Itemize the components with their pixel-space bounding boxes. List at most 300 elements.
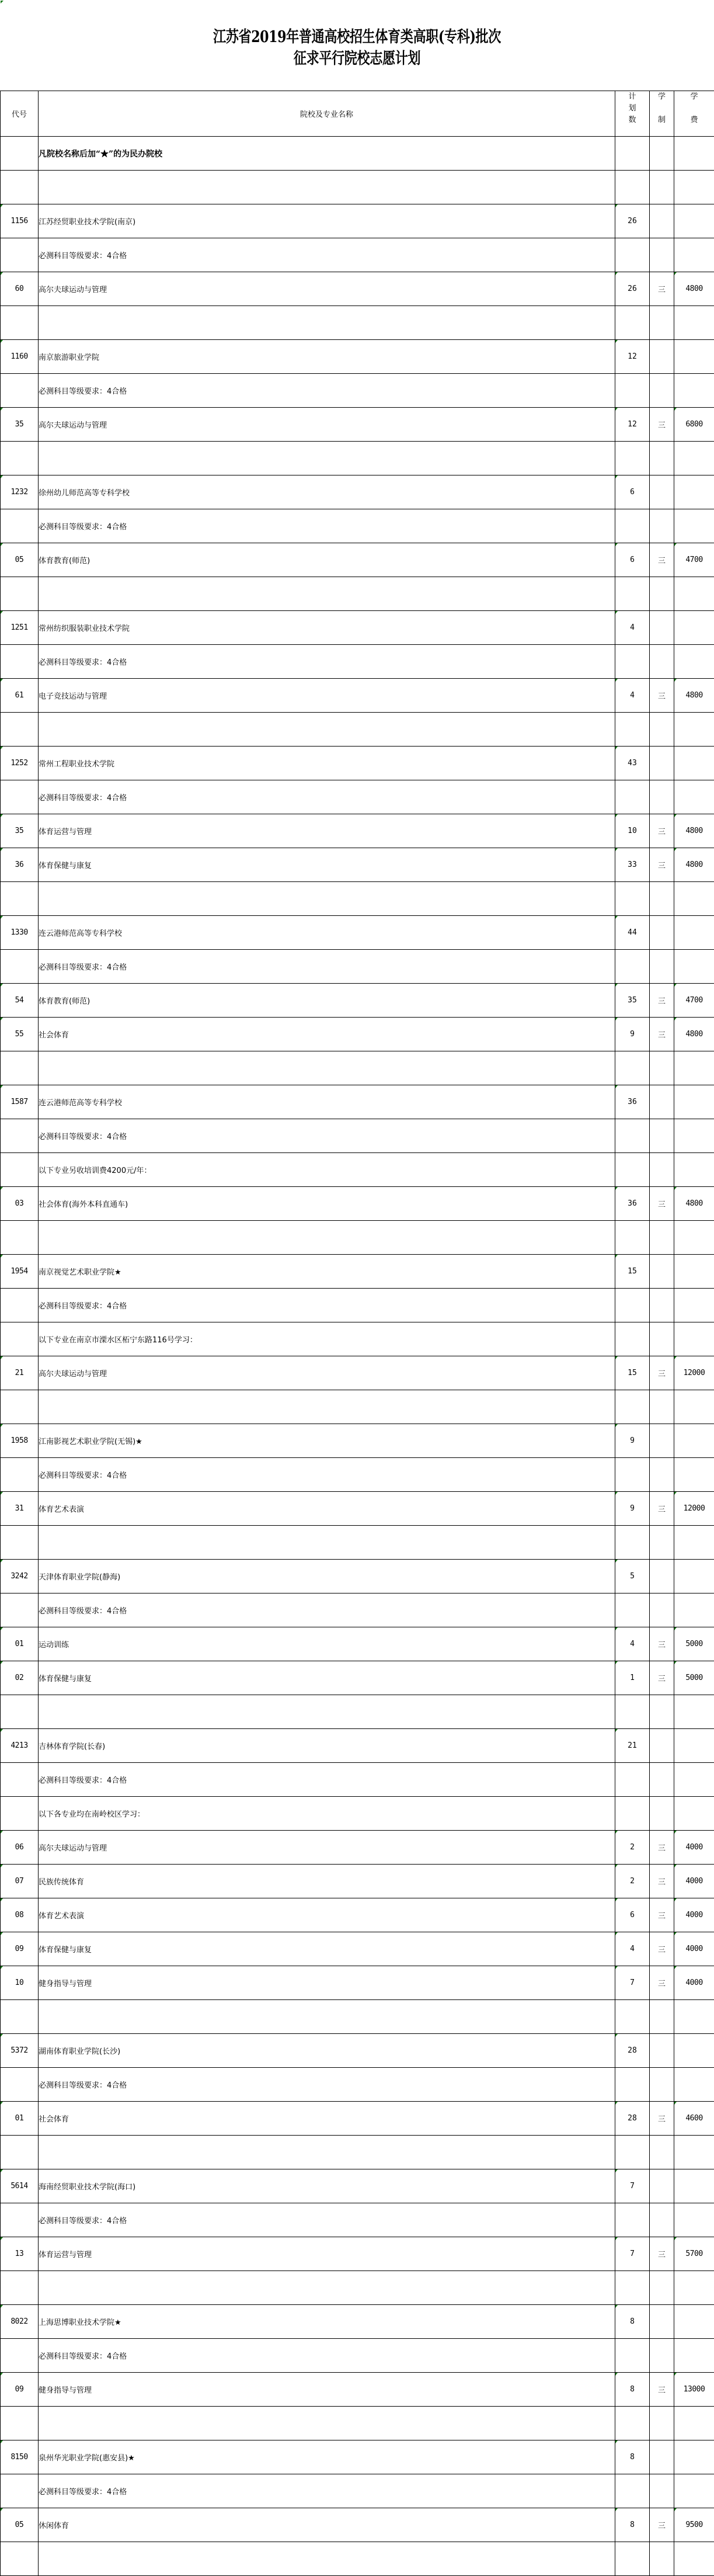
row-duration-text: 三 <box>657 1641 666 1650</box>
row-duration <box>650 1865 674 1898</box>
row-plan-count <box>615 2203 650 2237</box>
row-code <box>1 2000 39 2034</box>
row-plan-count <box>615 2542 650 2576</box>
header-char: 计 <box>628 92 636 101</box>
table-row-blank <box>1 2407 714 2440</box>
row-name-text: 电子竞技运动与管理 <box>39 692 107 701</box>
row-code-text: 03 <box>15 1199 24 1208</box>
row-code-text: 06 <box>15 1843 24 1852</box>
row-name <box>39 1051 615 1085</box>
row-name-text: 必测科目等级要求：4合格 <box>39 387 127 396</box>
row-name-text: 健身指导与管理 <box>39 2386 92 2395</box>
table-row-major <box>1 679 714 713</box>
error-indicator-icon <box>615 2508 618 2511</box>
row-name-text: 必测科目等级要求：4合格 <box>39 252 127 261</box>
row-duration <box>650 1289 674 1322</box>
row-plan-count <box>615 1593 650 1627</box>
row-name <box>39 509 615 543</box>
row-duration-text: 三 <box>657 2251 666 2259</box>
row-name <box>39 2169 615 2203</box>
table-row-major <box>1 1627 714 1661</box>
row-name <box>39 1593 615 1627</box>
row-code-text: 1156 <box>11 217 28 225</box>
header-char: 学 <box>690 92 698 101</box>
row-fee-text: 12000 <box>683 1369 705 1377</box>
row-fee <box>674 1153 714 1187</box>
table-header-row <box>1 91 714 137</box>
table-row-blank <box>1 2271 714 2305</box>
row-plan-count <box>615 272 650 306</box>
error-indicator-icon <box>1 1085 3 1088</box>
error-indicator-icon <box>615 1492 618 1495</box>
row-name <box>39 340 615 374</box>
error-indicator-icon <box>1 1255 3 1258</box>
row-duration-text: 三 <box>657 862 666 870</box>
row-fee <box>674 1966 714 2000</box>
table-row-major <box>1 1898 714 1932</box>
row-plan-count <box>615 1729 650 1763</box>
row-code <box>1 1932 39 1966</box>
row-code-text: 36 <box>15 860 24 869</box>
table-row-school <box>1 1729 714 1763</box>
row-duration <box>650 1458 674 1492</box>
row-duration <box>650 2440 674 2474</box>
row-duration <box>650 2203 674 2237</box>
row-fee <box>674 374 714 408</box>
row-plan-count <box>615 1898 650 1932</box>
row-code-text: 31 <box>15 1504 24 1513</box>
row-code <box>1 2102 39 2136</box>
error-indicator-icon <box>615 984 618 987</box>
row-duration <box>650 442 674 475</box>
table-row-note <box>1 950 714 984</box>
row-fee-text: 4800 <box>685 284 703 293</box>
row-plan-count <box>615 814 650 848</box>
row-plan-count <box>615 1018 650 1051</box>
row-plan-count-text: 4 <box>630 623 635 632</box>
row-duration <box>650 916 674 950</box>
error-indicator-icon <box>615 2373 618 2376</box>
row-fee <box>674 1729 714 1763</box>
row-code <box>1 1322 39 1356</box>
error-indicator-icon <box>1 1 4 4</box>
row-duration <box>650 306 674 340</box>
error-indicator-icon <box>1 679 3 682</box>
row-plan-count-text: 6 <box>630 556 635 564</box>
row-fee <box>674 1627 714 1661</box>
error-indicator-icon <box>615 1560 618 1563</box>
row-fee <box>674 1119 714 1153</box>
row-name <box>39 408 615 442</box>
row-code <box>1 1085 39 1119</box>
row-plan-count-text: 12 <box>628 420 637 429</box>
error-indicator-icon <box>615 272 618 275</box>
row-code <box>1 984 39 1018</box>
row-code <box>1 1255 39 1289</box>
row-code <box>1 2474 39 2508</box>
row-duration <box>650 2000 674 2034</box>
row-plan-count <box>615 204 650 238</box>
row-fee <box>674 848 714 882</box>
error-indicator-icon <box>1 2373 3 2376</box>
row-fee <box>674 1898 714 1932</box>
error-indicator-icon <box>674 1356 677 1359</box>
table-row-blank <box>1 2136 714 2169</box>
error-indicator-icon <box>615 1018 618 1020</box>
row-name <box>39 2407 615 2440</box>
row-fee-text: 4800 <box>685 827 703 835</box>
row-name-text: 必测科目等级要求：4合格 <box>39 794 127 803</box>
row-fee <box>674 916 714 950</box>
table-row-school <box>1 1255 714 1289</box>
table-row-note <box>1 137 714 171</box>
row-name <box>39 1356 615 1390</box>
row-fee <box>674 1865 714 1898</box>
row-code <box>1 2034 39 2068</box>
row-name-text: 必测科目等级要求：4合格 <box>39 2081 127 2090</box>
table-row-blank <box>1 442 714 475</box>
row-plan-count <box>615 2373 650 2407</box>
row-code-text: 1232 <box>11 488 28 497</box>
error-indicator-icon <box>1 1661 3 1664</box>
header-plan-count <box>615 91 650 137</box>
error-indicator-icon <box>674 2237 677 2240</box>
header-fee <box>674 91 714 137</box>
row-plan-count <box>615 679 650 713</box>
error-indicator-icon <box>615 204 618 207</box>
row-duration-text: 三 <box>657 1844 666 1853</box>
row-fee <box>674 1593 714 1627</box>
row-duration-text: 三 <box>657 997 666 1006</box>
row-code-text: 05 <box>15 556 24 564</box>
header-name: 院校及专业名称 <box>39 91 615 137</box>
row-code <box>1 1865 39 1898</box>
row-code-text: 01 <box>15 2114 24 2123</box>
row-duration <box>650 848 674 882</box>
row-name-text: 必测科目等级要求：4合格 <box>39 658 127 667</box>
row-name <box>39 1492 615 1526</box>
table-row-major <box>1 1492 714 1526</box>
row-plan-count-text: 44 <box>628 928 637 937</box>
error-indicator-icon <box>615 2305 618 2308</box>
row-fee <box>674 1255 714 1289</box>
error-indicator-icon <box>1 848 3 851</box>
row-plan-count <box>615 2102 650 2136</box>
row-duration-text: 三 <box>657 1912 666 1921</box>
row-duration <box>650 1051 674 1085</box>
row-duration <box>650 1797 674 1831</box>
error-indicator-icon <box>1 1187 3 1190</box>
row-name <box>39 1526 615 1560</box>
row-duration <box>650 1390 674 1424</box>
row-fee <box>674 1356 714 1390</box>
row-plan-count <box>615 1322 650 1356</box>
error-indicator-icon <box>615 1255 618 1258</box>
row-code <box>1 1187 39 1221</box>
row-duration <box>650 2169 674 2203</box>
row-name <box>39 2102 615 2136</box>
row-code-text: 13 <box>15 2249 24 2258</box>
row-name <box>39 1966 615 2000</box>
row-fee-text: 4000 <box>685 1877 703 1886</box>
row-name-text: 体育保健与康复 <box>39 1946 92 1954</box>
row-code <box>1 713 39 747</box>
table-row-major <box>1 408 714 442</box>
error-indicator-icon <box>615 1729 618 1732</box>
row-name-text: 高尔夫球运动与管理 <box>39 421 107 430</box>
row-plan-count <box>615 1797 650 1831</box>
row-name <box>39 2000 615 2034</box>
row-plan-count <box>615 543 650 577</box>
row-fee <box>674 1322 714 1356</box>
row-plan-count <box>615 1221 650 1255</box>
row-name <box>39 611 615 645</box>
error-indicator-icon <box>1 2440 3 2443</box>
table-row-blank <box>1 882 714 916</box>
row-plan-count-text: 2 <box>630 1843 635 1852</box>
row-name <box>39 780 615 814</box>
error-indicator-icon <box>615 543 618 546</box>
table-row-school <box>1 611 714 645</box>
row-fee-text: 6800 <box>685 420 703 429</box>
row-duration <box>650 2034 674 2068</box>
row-code <box>1 950 39 984</box>
row-duration-text: 三 <box>657 2115 666 2124</box>
row-name <box>39 171 615 204</box>
row-code <box>1 2271 39 2305</box>
row-code <box>1 1119 39 1153</box>
row-duration <box>650 1661 674 1695</box>
row-name <box>39 1729 615 1763</box>
row-code <box>1 340 39 374</box>
row-name-text: 高尔夫球运动与管理 <box>39 286 107 294</box>
row-name <box>39 1187 615 1221</box>
row-code <box>1 747 39 780</box>
error-indicator-icon <box>615 1187 618 1190</box>
row-fee-text: 12000 <box>683 1504 705 1513</box>
row-code <box>1 204 39 238</box>
row-code-text: 01 <box>15 1640 24 1648</box>
error-indicator-icon <box>1 916 3 919</box>
row-name-text: 必测科目等级要求：4合格 <box>39 2488 127 2497</box>
error-indicator-icon <box>1 1018 3 1020</box>
error-indicator-icon <box>1 2237 3 2240</box>
row-name <box>39 1018 615 1051</box>
row-name <box>39 679 615 713</box>
row-fee <box>674 2034 714 2068</box>
row-code <box>1 882 39 916</box>
header-duration <box>650 91 674 137</box>
row-plan-count-text: 8 <box>630 2385 635 2394</box>
row-duration <box>650 475 674 509</box>
row-fee-text: 4800 <box>685 860 703 869</box>
table-row-major <box>1 1865 714 1898</box>
row-code <box>1 1221 39 1255</box>
row-code-text: 1954 <box>11 1267 28 1276</box>
row-code <box>1 1390 39 1424</box>
row-code-text: 09 <box>15 2385 24 2394</box>
row-plan-count-text: 9 <box>630 1504 635 1513</box>
error-indicator-icon <box>615 2237 618 2240</box>
row-fee <box>674 2068 714 2102</box>
row-code <box>1 442 39 475</box>
row-fee <box>674 2407 714 2440</box>
row-name-text: 健身指导与管理 <box>39 1980 92 1988</box>
error-indicator-icon <box>674 814 677 817</box>
row-code-text: 1587 <box>11 1098 28 1106</box>
error-indicator-icon <box>1 1729 3 1732</box>
row-fee <box>674 1390 714 1424</box>
table-row-note <box>1 1289 714 1322</box>
row-code <box>1 272 39 306</box>
row-duration <box>650 1966 674 2000</box>
row-plan-count-text: 2 <box>630 1877 635 1886</box>
table-row-note <box>1 1797 714 1831</box>
row-duration <box>650 2305 674 2339</box>
row-name <box>39 2068 615 2102</box>
row-name <box>39 1424 615 1458</box>
row-name <box>39 543 615 577</box>
row-plan-count <box>615 713 650 747</box>
row-fee <box>674 2271 714 2305</box>
error-indicator-icon <box>674 1898 677 1901</box>
row-fee-text: 9500 <box>685 2521 703 2529</box>
row-code <box>1 2169 39 2203</box>
row-duration <box>650 882 674 916</box>
table-row-school <box>1 747 714 780</box>
row-plan-count <box>615 2508 650 2542</box>
row-name-text: 南京旅游职业学院 <box>39 353 100 362</box>
row-code <box>1 2203 39 2237</box>
row-name <box>39 442 615 475</box>
error-indicator-icon <box>615 2034 618 2037</box>
row-plan-count-text: 26 <box>628 284 637 293</box>
row-plan-count <box>615 2271 650 2305</box>
row-fee <box>674 747 714 780</box>
row-code <box>1 1627 39 1661</box>
row-name <box>39 1763 615 1797</box>
error-indicator-icon <box>674 543 677 546</box>
row-fee <box>674 2508 714 2542</box>
error-indicator-icon <box>1 272 3 275</box>
row-code <box>1 374 39 408</box>
table-row-note <box>1 2474 714 2508</box>
table-row-blank <box>1 713 714 747</box>
row-fee-text: 4700 <box>685 556 703 564</box>
table-row-blank <box>1 1221 714 1255</box>
row-code <box>1 1051 39 1085</box>
row-name-text: 必测科目等级要求：4合格 <box>39 1607 127 1616</box>
row-name-text: 凡院校名称后加“★”的为民办院校 <box>39 149 163 159</box>
row-plan-count-text: 9 <box>630 1436 635 1445</box>
row-duration-text: 三 <box>657 557 666 565</box>
table-row-major <box>1 1831 714 1865</box>
row-fee <box>674 306 714 340</box>
row-plan-count-text: 8 <box>630 2521 635 2529</box>
row-duration <box>650 374 674 408</box>
row-duration <box>650 814 674 848</box>
error-indicator-icon <box>1 2305 3 2308</box>
row-fee <box>674 1492 714 1526</box>
table-row-blank <box>1 171 714 204</box>
row-name-text: 民族传统体育 <box>39 1878 85 1887</box>
row-code <box>1 171 39 204</box>
row-name <box>39 2237 615 2271</box>
row-plan-count-text: 35 <box>628 996 637 1005</box>
row-name <box>39 306 615 340</box>
row-duration <box>650 1085 674 1119</box>
row-code <box>1 509 39 543</box>
row-fee <box>674 713 714 747</box>
row-code <box>1 1560 39 1593</box>
error-indicator-icon <box>1 2034 3 2037</box>
row-plan-count-text: 4 <box>630 1945 635 1953</box>
row-name-text: 常州纺织服装职业技术学院 <box>39 624 130 633</box>
row-duration <box>650 611 674 645</box>
row-duration <box>650 780 674 814</box>
title-line-1: 江苏省2019年普通高校招生体育类高职(专科)批次 <box>213 28 501 46</box>
error-indicator-icon <box>1 204 3 207</box>
error-indicator-icon <box>615 679 618 682</box>
table-row-major <box>1 984 714 1018</box>
row-plan-count <box>615 1865 650 1898</box>
row-fee <box>674 950 714 984</box>
row-name <box>39 2136 615 2169</box>
row-plan-count <box>615 1424 650 1458</box>
table-row-note <box>1 645 714 679</box>
header-char: 制 <box>657 116 666 124</box>
table-row-school <box>1 1560 714 1593</box>
row-plan-count <box>615 2068 650 2102</box>
error-indicator-icon <box>1 1492 3 1495</box>
row-name-text: 体育运营与管理 <box>39 828 92 836</box>
row-plan-count-text: 8 <box>630 2317 635 2326</box>
row-plan-count <box>615 611 650 645</box>
row-fee <box>674 2474 714 2508</box>
row-duration-text: 三 <box>657 286 666 294</box>
row-name <box>39 1797 615 1831</box>
row-name <box>39 1560 615 1593</box>
table-row-note <box>1 1593 714 1627</box>
row-fee <box>674 679 714 713</box>
row-fee <box>674 1661 714 1695</box>
row-name <box>39 272 615 306</box>
row-code <box>1 2305 39 2339</box>
row-name <box>39 984 615 1018</box>
row-code <box>1 611 39 645</box>
row-plan-count <box>615 238 650 272</box>
row-duration <box>650 1560 674 1593</box>
error-indicator-icon <box>615 1356 618 1359</box>
error-indicator-icon <box>1 814 3 817</box>
row-fee-text: 4800 <box>685 1030 703 1039</box>
error-indicator-icon <box>1 2508 3 2511</box>
error-indicator-icon <box>615 848 618 851</box>
row-code-text: 08 <box>15 1911 24 1919</box>
row-code <box>1 408 39 442</box>
error-indicator-icon <box>674 1187 677 1190</box>
row-name <box>39 1390 615 1424</box>
row-duration <box>650 238 674 272</box>
row-name-text: 体育保健与康复 <box>39 862 92 870</box>
table-row-major <box>1 2373 714 2407</box>
table-row-major <box>1 272 714 306</box>
table-row-school <box>1 2169 714 2203</box>
error-indicator-icon <box>1 1560 3 1563</box>
row-name-text: 连云港师范高等专科学校 <box>39 929 123 938</box>
row-name <box>39 1153 615 1187</box>
row-name <box>39 1661 615 1695</box>
